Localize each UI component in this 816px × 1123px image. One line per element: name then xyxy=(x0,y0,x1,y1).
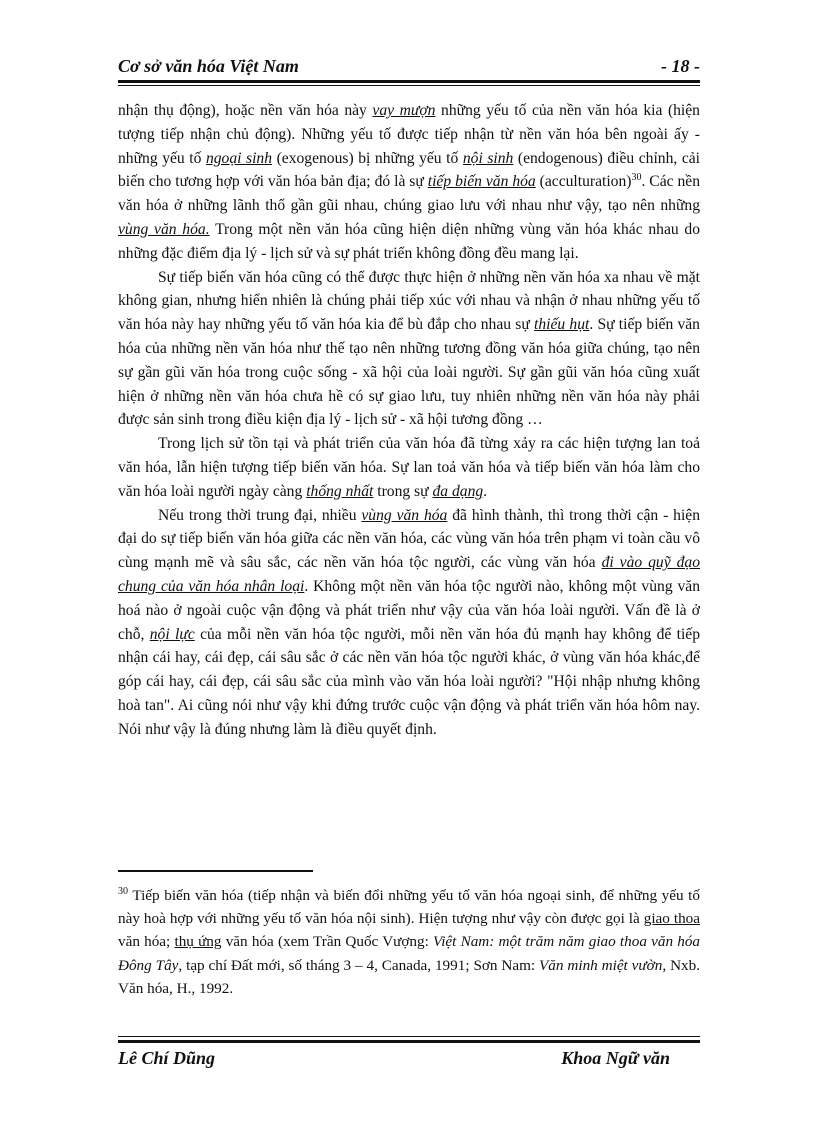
text-run: văn hóa (xem Trần Quốc Vượng: xyxy=(221,933,434,951)
emphasis-term: thiếu hụt xyxy=(534,316,590,334)
text-run: . Không một nền văn hóa tộc người nào, không một vùng văn hoá nào ở ngoài cuộc vận động và phát triển như vậy của văn hóa loài người. Vấn đề là ở chỗ, xyxy=(118,577,701,643)
text-run: Trong một nền văn hóa cũng hiện diện những vùng văn hóa khác nhau do những đặc điểm địa lý - lịch sử và sự phát triển không đồng đều mang lại. xyxy=(118,220,701,262)
footnote-number: 30 xyxy=(118,885,128,897)
text-run: Trong lịch sử tồn tại và phát triển của văn hóa đã từng xảy ra các hiện tượng lan toả văn hóa, lẫn hiện tượng tiếp biến văn hóa. Sự lan toả văn hóa và tiếp biến văn hóa làm cho văn hóa loài người ngày càng xyxy=(118,435,700,500)
text-run: (endogenous) điều chỉnh, cải biến cho tương hợp với văn hóa bản địa; đó là sự xyxy=(118,149,700,191)
department-name: Khoa Ngữ văn xyxy=(561,1048,670,1068)
emphasis-term: vay mượn xyxy=(372,102,436,119)
footnote-marker: 30 xyxy=(631,172,642,184)
underlined-term: giao thoa xyxy=(643,910,701,928)
page-header xyxy=(118,56,700,80)
text-run: văn hóa; xyxy=(118,933,175,951)
footnote-separator xyxy=(118,870,313,872)
paragraph-2 xyxy=(118,266,700,433)
text-run: nhận thụ động), hoặc nền văn hóa này xyxy=(118,102,373,119)
text-run: . Các nền văn hóa ở những lãnh thổ gần gũi nhau, chúng giao lưu với nhau như vậy, tạo nên những xyxy=(118,173,700,215)
author-name: Lê Chí Dũng xyxy=(118,1048,216,1068)
text-run: trong sự xyxy=(373,482,433,500)
page-number: - 18 - xyxy=(661,56,700,76)
cited-title: Văn minh miệt vườn xyxy=(539,956,663,974)
emphasis-term: vùng văn hóa xyxy=(361,506,448,524)
cited-title: Việt Nam: một trăm năm giao thoa văn hóa Đông Tây xyxy=(118,933,701,974)
text-run: đã hình thành, thì trong thời cận - hiện đại do sự tiếp biến văn hóa giữa các nền văn hóa, các vùng văn hóa trên phạm vi toàn cầu vô cùng mạnh mẽ và sâu sắc, các nền văn hóa tộc người, các vùng văn hóa xyxy=(118,506,700,572)
header-rule xyxy=(118,80,700,83)
header-rule-thin xyxy=(118,85,700,86)
book-title: Cơ sở văn hóa Việt Nam xyxy=(118,56,299,76)
emphasis-term: nội lực xyxy=(149,625,195,643)
text-run: Tiếp biến văn hóa (tiếp nhận và biến đổi những yếu tố văn hóa ngoại sinh, để những yếu tố này hoà hợp với những yếu tố văn hóa nội sinh). Hiện tượng như vậy còn được gọi là xyxy=(118,887,700,928)
emphasis-term: tiếp biến văn hóa xyxy=(427,173,536,191)
emphasis-term: đi vào quỹ đạo chung của văn hóa nhân loại xyxy=(118,554,700,595)
emphasis-term: đa dạng xyxy=(432,482,484,500)
text-run: (exogenous) bị những yếu tố xyxy=(272,149,463,167)
emphasis-term: ngoại sinh xyxy=(205,149,273,167)
text-run: của mỗi nền văn hóa tộc người, mỗi nền văn hóa đủ mạnh hay không để tiếp nhận cái hay, cái đẹp, cái sâu sắc ở các nền văn hóa tộc người khác, ở vùng văn hóa khác,để góp cái hay, cái đẹp, cái sâu sắc của mình vào văn hóa loài người? "Hội nhập nhưng không hoà tan". Ai cũng nói như vậy khi đứng trước cuộc vận động và phát triển văn hóa hôm nay. Nói như vậy là đúng nhưng làm là điều quyết định. xyxy=(118,625,700,738)
footer-rule xyxy=(118,1040,700,1043)
footnote xyxy=(118,884,700,1000)
emphasis-term: thống nhất xyxy=(306,482,374,500)
text-run: Sự tiếp biến văn hóa cũng có thể được thực hiện ở những nền văn hóa xa nhau về mặt không gian, nhưng hiển nhiên là chúng phải tiếp xúc với nhau và nhận ở nhau những yếu tố văn hóa này hay những yếu tố văn hóa kia để bù đắp cho nhau sự xyxy=(118,268,700,334)
text-run: , Nxb. Văn hóa, H., 1992. xyxy=(118,956,701,997)
emphasis-term: nội sinh xyxy=(462,149,514,167)
page-footer xyxy=(118,1048,700,1072)
text-run: những yếu tố của nền văn hóa kia (hiện tượng tiếp nhận chủ động). Những yếu tố được tiếp nhận từ nền văn hóa bên ngoài ấy - những yếu tố xyxy=(118,102,700,167)
paragraph-1 xyxy=(118,99,700,266)
paragraph-3 xyxy=(118,432,700,503)
text-run: . xyxy=(483,482,488,500)
main-text xyxy=(118,99,700,742)
text-run: (acculturation) xyxy=(535,173,632,191)
underlined-term: thụ ứng xyxy=(174,933,222,951)
emphasis-term: vùng văn hóa. xyxy=(118,220,210,238)
footer-rule-thin xyxy=(118,1036,700,1037)
text-run: , tạp chí Đất mới, số tháng 3 – 4, Canada, 1991; Sơn Nam: xyxy=(178,956,540,974)
paragraph-4 xyxy=(118,504,700,742)
text-run: . Sự tiếp biến văn hóa của những nền văn hóa như thế tạo nên những tương đồng văn hóa giữa chúng, tạo nên sự gần gũi văn hóa trong cuộc sống - xã hội của loài người. Sự gần gũi văn hóa cũng xuất hiện ở những nền văn hóa chưa hề có sự giao lưu, tuy nhiên những nền văn hóa này phải được sản sinh trong điều kiện địa lý - lịch sử - xã hội tương đồng … xyxy=(118,316,700,429)
text-run: Nếu trong thời trung đại, nhiều xyxy=(158,506,362,524)
